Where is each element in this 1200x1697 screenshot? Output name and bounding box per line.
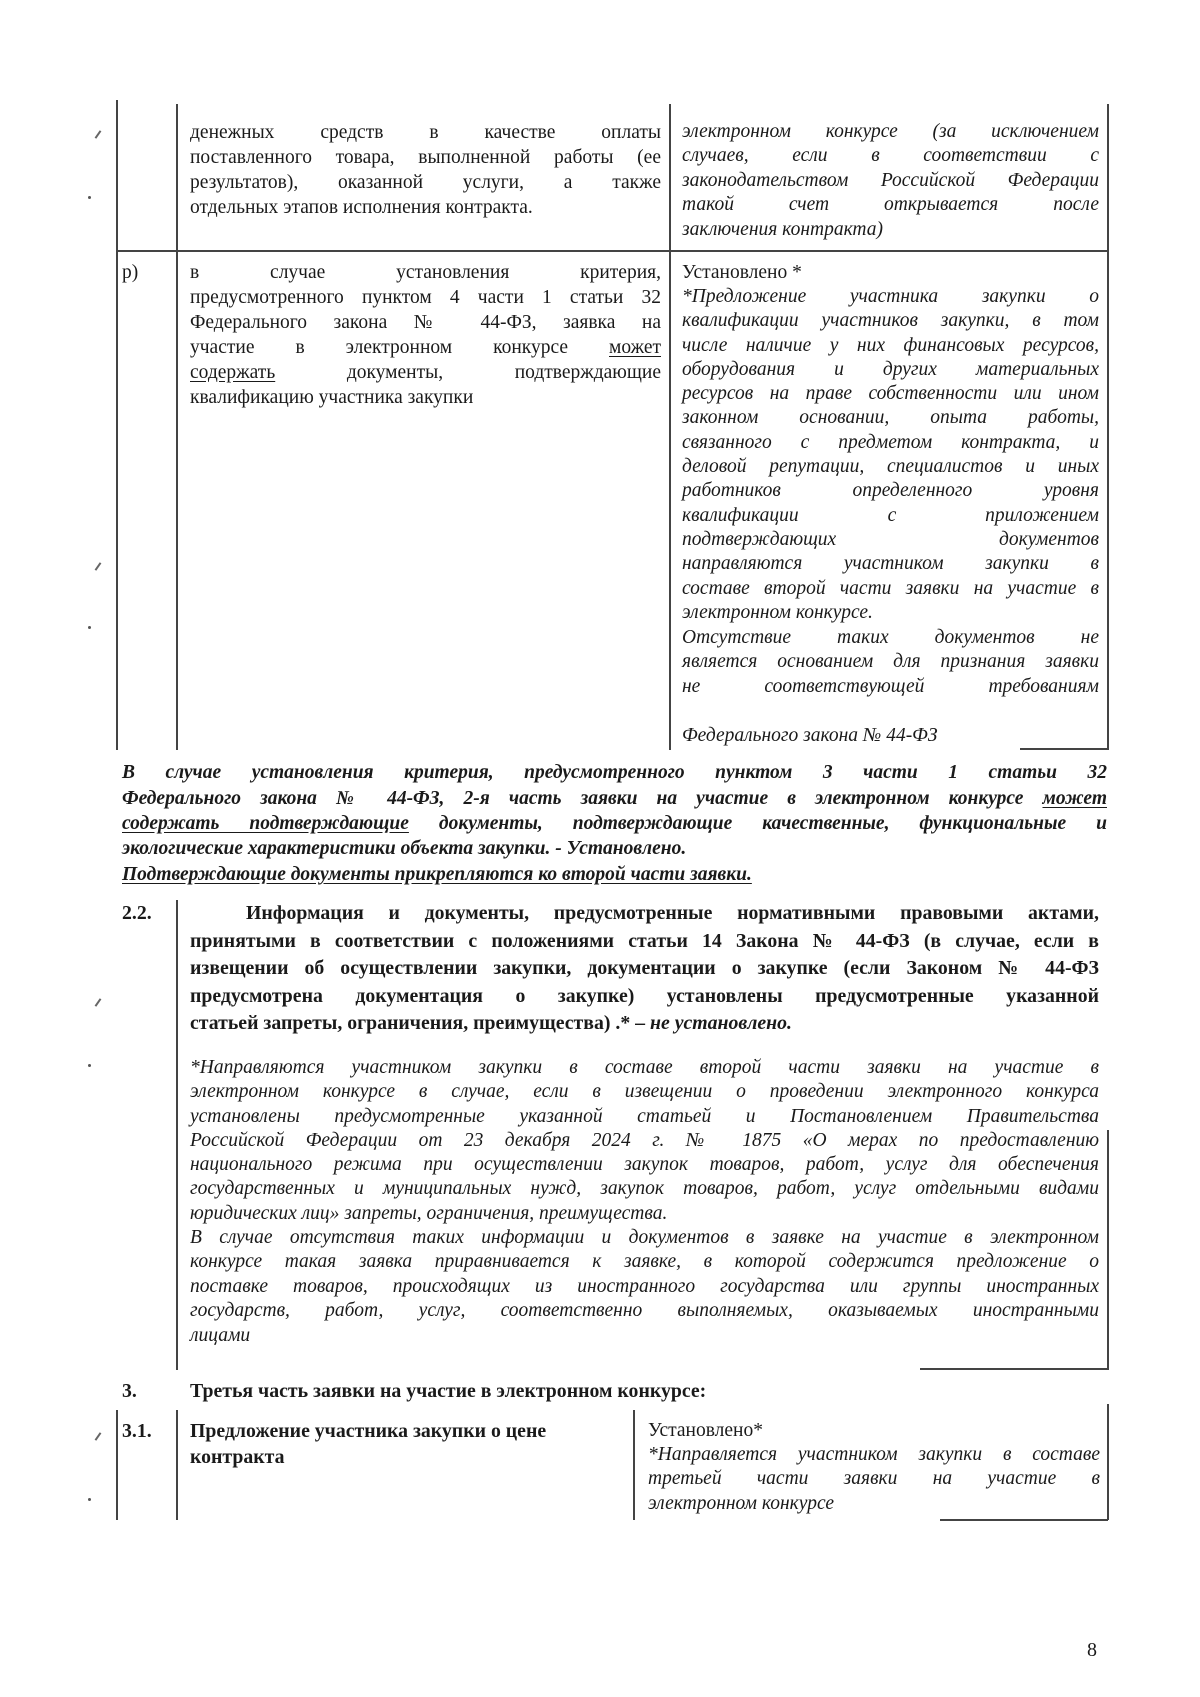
section-3-1-border-col2 [633, 1410, 635, 1520]
section-3-1-title: Предложение участника закупки о цене контракта [190, 1420, 547, 1468]
scan-mark [95, 998, 102, 1007]
row-top-right-last-line: заключения контракта) [682, 219, 883, 240]
row-r-right-note-end: электронном конкурсе. [682, 602, 873, 623]
section-2-2-note-2: В случае отсутствия таких информации и документов в заявке на участие в электронном конкурсе такая заявка приравнивается к заявке, в которой содержится предложение о поставке товаров, происходящих из иностранного государства или группы иностранных государств, работ, услуг, соответственно выполняемых, оказываемых иностранными [190, 1227, 1099, 1321]
section-3-1-border-col1 [176, 1410, 178, 1520]
criteria-status-line: экологические характеристики объекта закупки. - Установлено. [122, 838, 687, 859]
section-2-2-border-right [1107, 1130, 1109, 1370]
scan-mark [95, 1432, 102, 1441]
section-3-1-note: *Направляется участником закупки в составе третьей части заявки на участие в [648, 1444, 1100, 1490]
row-r-right-note-2: Отсутствие таких документов не является основанием для признания заявки не соответствующей требованиям [682, 627, 1099, 697]
section-3-1-bottom-border [940, 1519, 1108, 1521]
row-r-status: Установлено * [682, 262, 802, 283]
section-3-1-border-left [116, 1410, 118, 1520]
table-row-separator [116, 250, 1108, 252]
section-2-2-note: *Направляются участником закупки в составе второй части заявки на участие в электронном конкурсе в случае, если в извещении о проведении электронного конкурса установлены предусмотренные указанной статьей и Постановлением Правительства Российской Федерации от 23 декабря 2024 г. № 1875 «О мерах по предоставлению национального режима при осуществлении закупок товаров, работ, услуг для обеспечения государственных и муниципальных нужд, закупок товаров, работ, услуг отдельными видами [190, 1057, 1099, 1200]
section-2-2-last-line: статьей запреты, ограничения, преимущества) .* – не установлено. [190, 1012, 793, 1034]
section-3-title: Третья часть заявки на участие в электронном конкурсе: [190, 1380, 707, 1402]
row-top-left-text: денежных средств в качестве оплаты поставленного товара, выполненной работы (ее результатов), оказанной услуги, а также [190, 122, 661, 193]
section-2-2-bottom-border [920, 1368, 1108, 1370]
scan-mark [88, 626, 91, 629]
section-3-1-note-end: электронном конкурсе [648, 1493, 835, 1514]
table-border-left [116, 100, 118, 750]
section-2-2-status: не установлено. [650, 1012, 793, 1034]
scan-mark [95, 130, 102, 139]
section-3-1-border-right [1107, 1404, 1109, 1520]
scan-mark [95, 562, 102, 571]
row-r-right-note: *Предложение участника закупки о квалификации участников закупки, в том числе наличие у них финансовых ресурсов, оборудования и других материальных ресурсов на праве собственности или ином законном основании, опыта работы, связанного с предметом контракта, и деловой репутации, специалистов и иных работников определенного уровня квалификации с приложением подтверждающих документов направляются участником закупки в составе второй части заявки на участие в [682, 286, 1099, 599]
page-number: 8 [1087, 1639, 1097, 1661]
scan-mark [88, 196, 91, 199]
row-r-letter: р) [122, 262, 139, 283]
section-3-1-status: Установлено* [648, 1420, 763, 1441]
criteria-attach-line: Подтверждающие документы прикрепляются ко второй части заявки. [122, 864, 752, 885]
row-r-left-last-line: квалификацию участника закупки [190, 387, 474, 408]
scan-mark [88, 1498, 91, 1501]
row-r-left-text: в случае установления критерия, предусмотренного пунктом 4 части 1 статьи 32 Федерального закона № 44-ФЗ, заявка на участие в электронном конкурсе может содержать документы, подтверждающие [190, 262, 661, 383]
row-r-right-note-2-end: Федерального закона № 44-ФЗ [682, 725, 938, 746]
section-2-2-note-2-end: лицами [190, 1325, 251, 1346]
section-2-2-border-col1 [176, 900, 178, 1370]
table-border-col1 [176, 104, 178, 750]
section-2-2-note-end: юридических лиц» запреты, ограничения, преимущества. [190, 1203, 668, 1224]
section-2-2-text: Информация и документы, предусмотренные нормативными правовыми актами, принятыми в соответствии с положениями статьи 14 Закона № 44-ФЗ (в случае, если в извещении об осуществлении закупки, документации о закупке (если Законом № 44-ФЗ предусмотрена документация о закупке) установлены предусмотренные указанной [190, 902, 1099, 1007]
table-bottom-border [1020, 748, 1108, 750]
row-top-left-last-line: отдельных этапов исполнения контракта. [190, 197, 533, 218]
criteria-paragraph: В случае установления критерия, предусмотренного пунктом 3 части 1 статьи 32 Федерального закона № 44-ФЗ, 2-я часть заявки на участие в электронном конкурсе может содержать подтверждающие документы, подтверждающие качественные, функциональные и [122, 762, 1108, 834]
row-top-right-text: электронном конкурсе (за исключением случаев, если в соответствии с законодательством Российской Федерации такой счет открывается после [682, 121, 1099, 215]
table-border-col2 [669, 104, 671, 750]
section-3-number: 3. [122, 1380, 137, 1402]
table-border-right [1107, 104, 1109, 750]
section-2-2-number: 2.2. [122, 902, 152, 924]
scan-mark [88, 1064, 91, 1067]
section-3-1-number: 3.1. [122, 1420, 152, 1442]
